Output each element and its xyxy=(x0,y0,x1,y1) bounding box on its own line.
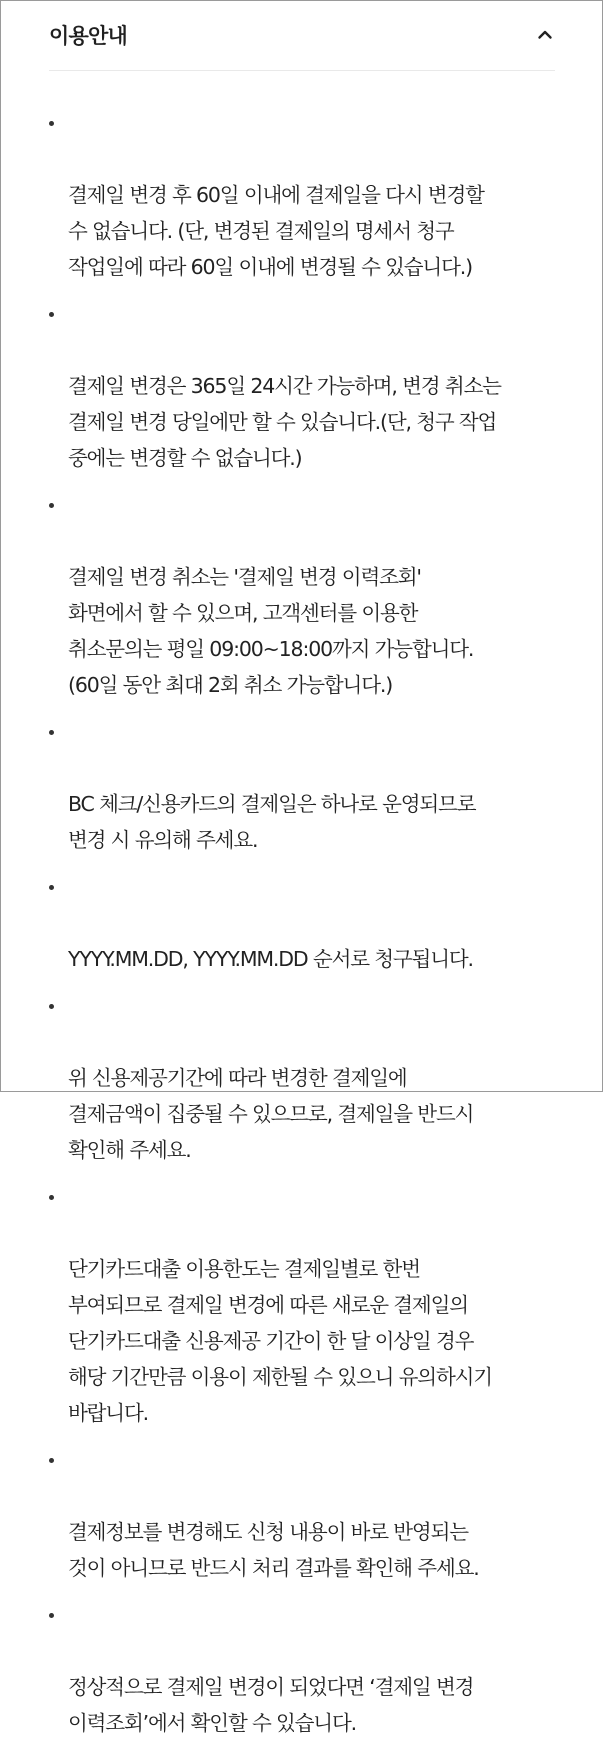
notice-item xyxy=(49,714,578,858)
notice-text: BC 체크/신용카드의 결제일은 하나로 운영되므로 변경 시 유의해 주세요. xyxy=(68,792,476,852)
bullet-icon xyxy=(49,1004,54,1009)
notice-text: YYYY.MM.DD, YYYY.MM.DD 순서로 청구됩니다. xyxy=(68,947,473,971)
bullet-icon xyxy=(49,121,54,126)
bullet-icon xyxy=(49,1613,54,1618)
usage-guide-title: 이용안내 xyxy=(49,23,127,48)
notice-text: 결제일 변경 후 60일 이내에 결제일을 다시 변경할 수 없습니다. (단, 변경된 결제일의 명세서 청구 작업일에 따라 60일 이내에 변경될 수 있습니다.) xyxy=(68,183,484,279)
notice-text: 결제일 변경 취소는 '결제일 변경 이력조회' 화면에서 할 수 있으며, 고객센터를 이용한 취소문의는 평일 09:00~18:00까지 가능합니다. (60일 동안 최대 2회 취소 가능합니다.) xyxy=(68,565,474,697)
notice-item xyxy=(49,105,578,285)
notice-list xyxy=(49,105,578,1752)
bullet-icon xyxy=(49,503,54,508)
bullet-icon xyxy=(49,1458,54,1463)
chevron-up-icon[interactable] xyxy=(529,19,561,51)
notice-item xyxy=(49,296,578,476)
notice-item xyxy=(49,1597,578,1741)
notice-text: 결제정보를 변경해도 신청 내용이 바로 반영되는 것이 아니므로 반드시 처리 결과를 확인해 주세요. xyxy=(68,1520,479,1580)
notice-item xyxy=(49,1179,578,1431)
notice-item xyxy=(49,869,578,977)
notice-text: 단기카드대출 이용한도는 결제일별로 한번 부여되므로 결제일 변경에 따른 새로운 결제일의 단기카드대출 신용제공 기간이 한 달 이상일 경우 해당 기간만큼 이용이 제한될 수 있으니 유의하시기 바랍니다. xyxy=(68,1257,492,1425)
notice-text: 결제일 변경은 365일 24시간 가능하며, 변경 취소는 결제일 변경 당일에만 할 수 있습니다.(단, 청구 작업 중에는 변경할 수 없습니다.) xyxy=(68,374,501,470)
notice-text: 정상적으로 결제일 변경이 되었다면 ‘결제일 변경 이력조회’에서 확인할 수 있습니다. xyxy=(68,1675,474,1735)
bullet-icon xyxy=(49,730,54,735)
bullet-icon xyxy=(49,312,54,317)
usage-guide-header[interactable] xyxy=(49,1,555,71)
bullet-icon xyxy=(49,885,54,890)
notice-item xyxy=(49,1442,578,1586)
notice-item xyxy=(49,487,578,703)
notice-item xyxy=(49,988,578,1168)
notice-text: 위 신용제공기간에 따라 변경한 결제일에 결제금액이 집중될 수 있으므로, 결제일을 반드시 확인해 주세요. xyxy=(68,1066,474,1162)
bullet-icon xyxy=(49,1195,54,1200)
